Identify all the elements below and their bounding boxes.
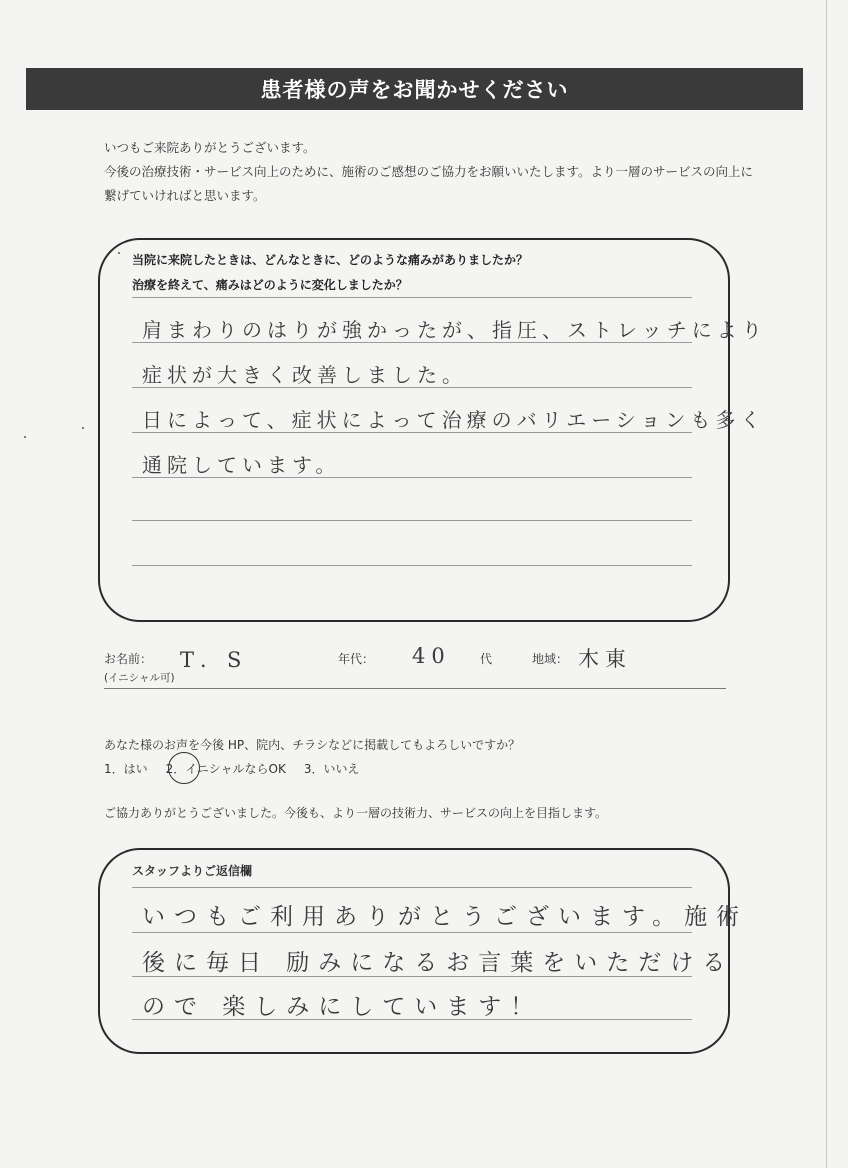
age-label: 年代：	[338, 652, 375, 666]
reply-line: 後に毎日 励みになるお言葉をいただける	[142, 950, 735, 976]
intro-line: 今後の治療技術・サービス向上のために、施術のご感想のご協力をお願いいたします。より一層のサービスの向上に	[104, 164, 754, 179]
answer-rule	[132, 520, 692, 521]
page-edge	[826, 0, 827, 1168]
option-yes[interactable]: 1．はい	[104, 762, 148, 776]
question-line-2: 治療を終えて、痛みはどのように変化しましたか？	[132, 278, 408, 292]
intro-text	[104, 136, 753, 208]
question-line-1: 当院に来院したときは、どんなときに、どのような痛みがありましたか？	[132, 253, 529, 267]
consent-question: あなた様のお声を今後 HP、院内、チラシなどに掲載してもよろしいですか？	[104, 738, 521, 752]
age-value: 40	[412, 644, 451, 668]
name-label: お名前：	[104, 652, 153, 666]
answer-rule	[132, 565, 692, 566]
answer-rule	[132, 297, 692, 298]
name-note: (イニシャル可)	[104, 672, 175, 684]
profile-rule	[104, 688, 726, 689]
intro-line: 繋げていければと思います。	[104, 188, 266, 203]
scan-speck	[82, 427, 84, 429]
reply-rule	[132, 932, 692, 933]
scan-speck	[24, 436, 26, 438]
reply-rule	[132, 887, 692, 888]
age-suffix: 代	[480, 652, 493, 666]
staff-reply-title: スタッフよりご返信欄	[132, 864, 253, 878]
selection-circle	[168, 752, 200, 784]
reply-line: いつもご利用ありがとうございます。施術	[142, 904, 749, 930]
name-value: T．S	[180, 648, 248, 672]
option-label: 2．イニシャルならOK	[165, 762, 286, 776]
form-title: 患者様の声をお聞かせください	[26, 68, 803, 110]
reply-line: ので 楽しみにしています！	[142, 994, 543, 1020]
answer-line: 通院しています。	[142, 453, 341, 477]
consent-options	[104, 760, 378, 777]
region-value: 木東	[578, 647, 632, 671]
option-no[interactable]: 3．いいえ	[303, 762, 360, 776]
answer-line: 肩まわりのはりが強かったが、指圧、ストレッチにより	[142, 318, 767, 342]
answer-line: 日によって、症状によって治療のバリエーションも多く	[142, 408, 766, 432]
answer-line: 症状が大きく改善しました。	[142, 363, 467, 387]
intro-line: いつもご来院ありがとうございます。	[104, 140, 316, 155]
scan-speck	[118, 252, 120, 254]
thanks-text: ご協力ありがとうございました。今後も、より一層の技術力、サービスの向上を目指します。	[104, 806, 608, 820]
region-label: 地域：	[532, 652, 569, 666]
